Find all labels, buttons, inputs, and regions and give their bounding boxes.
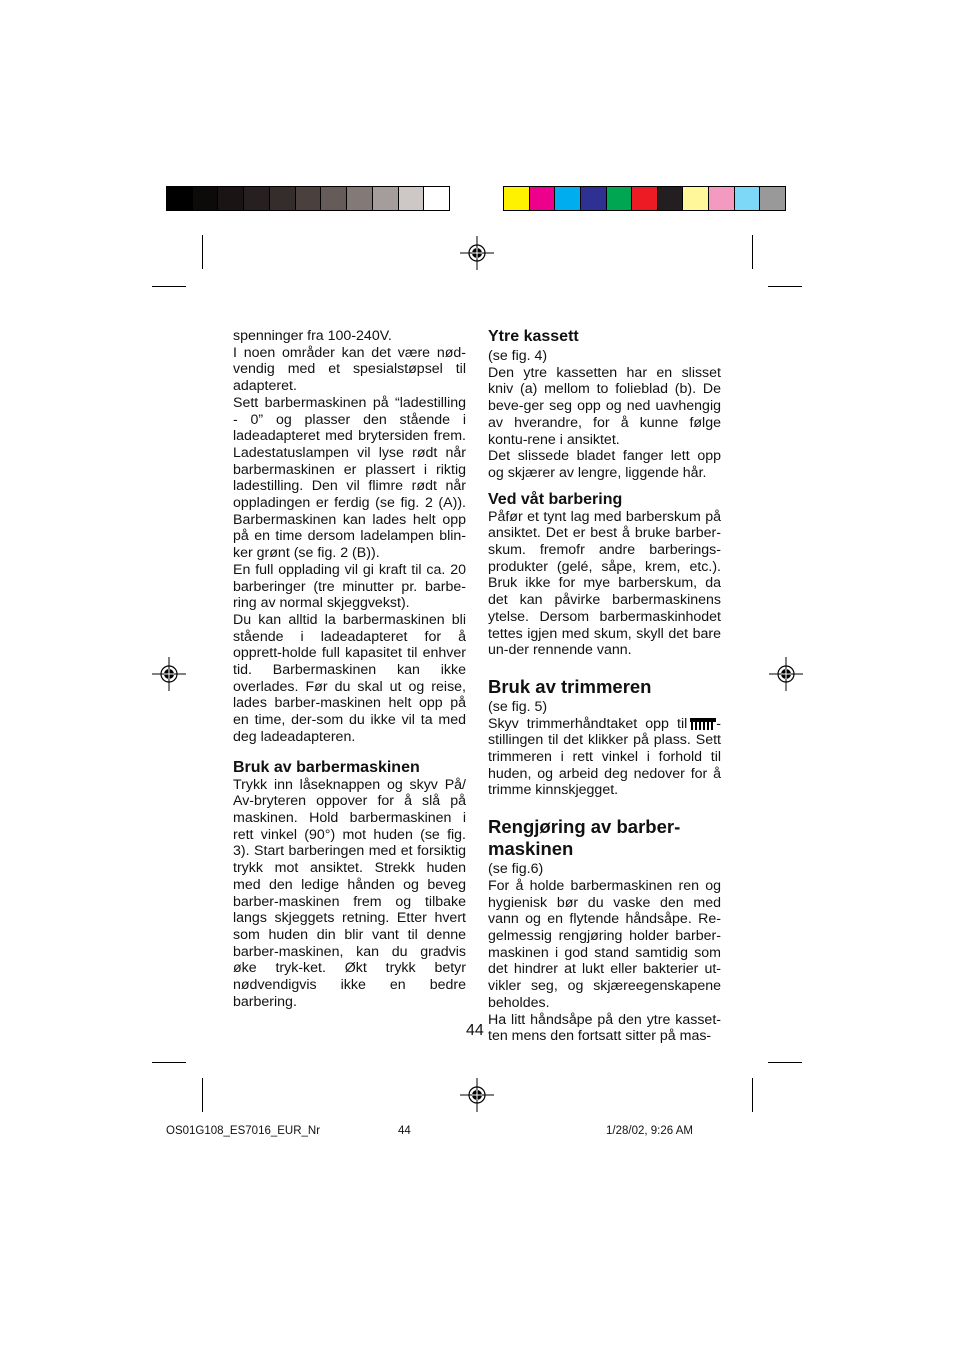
body-paragraph: Du kan alltid la barbermaskinen bli stående i ladeadapteret for å opprett-holde full kapasitet til enhver tid. Barbermaskinen kan ikke overlades. Før du skal ut og reise, lades barber-maskinen helt opp på en time, der-som du ikke vil ta med deg ladeadapteren. [233,611,466,745]
color-swatch [296,187,322,210]
section-heading-cleaning [488,816,721,860]
color-swatch [530,187,556,210]
body-paragraph: Ha litt håndsåpe på den ytre kasset-ten mens den fortsatt sitter på mas- [488,1011,721,1045]
color-swatch [347,187,373,210]
body-paragraph: Trykk inn låseknappen og skyv På/ Av-bryteren oppover for å slå på maskinen. Hold barbermaskinen i rett vinkel (90°) mot huden (se fig. 3). Start barberingen med et forsiktig trykk mot ansiktet. Strekk huden med den ledige hånden og beveg barber-maskinen frem og tilbake langs skjeggets retning. Etter hvert som huden din blir vant til denne barber-maskinen, kan du gradvis øke tryk-ket. Økt trykk betyr nødvendigvis ikke en bedre barbering. [233,776,466,1010]
color-swatch [424,187,449,210]
body-paragraph: For å holde barbermaskinen ren og hygienisk bør du vaske den med vann og en flytende håndsåpe. Re-gelmessig rengjøring holder barber-maskinen i god stand samtidig som det hindrer at lukt eller bakterier ut-vikler seg, og skjæreegenskapene beholdes. [488,877,721,1011]
trimmer-text-before: Skyv trimmerhåndtaket opp til [488,715,688,732]
crop-mark [152,1062,186,1063]
crop-mark [752,1078,753,1112]
page-number: 44 [466,1022,484,1039]
registration-mark-icon [769,657,803,691]
body-paragraph: Påfør et tynt lag med barberskum på ansiktet. Det er best å bruke barber-skum. fremofr andre barberings-produkter (gelé, såpe, krem, etc.). Bruk ikke for mye barberskum, da det kan påvirke barbermaskinens ytelse. Dersom barbermaskinhodet tettes igjen med skum, skyll det bare un-der rennende vann. [488,508,721,659]
color-swatch [193,187,219,210]
footer-page-number: 44 [398,1125,411,1137]
color-swatch [760,187,785,210]
color-swatch [581,187,607,210]
left-column [233,328,466,1010]
color-swatch [321,187,347,210]
crop-mark [202,235,203,269]
color-calibration-bar [503,186,786,211]
body-paragraph: Sett barbermaskinen på “ladestilling - 0” og plasser den stående i ladeadapteret med brytersiden frem. Ladestatuslampen vil lyse rødt når barbermaskinen er plassert i riktig ladestilling. Den vil flimre rødt når oppladingen er ferdig (se fig. 2 (A)). Barbermaskinen kan lades helt opp på en time dersom ladelampen blin-ker grønt (se fig. 2 (B)). [233,394,466,562]
body-paragraph: spenninger fra 100-240V. [233,328,392,344]
color-swatch [504,187,530,210]
registration-mark-icon [152,657,186,691]
crop-mark [768,286,802,287]
crop-mark [152,286,186,287]
crop-mark [752,235,753,269]
color-swatch [683,187,709,210]
figure-reference: (se fig.6) [488,861,544,878]
trimmer-icon [690,718,716,730]
color-swatch [555,187,581,210]
body-paragraph: Den ytre kassetten har en slisset kniv (a) mellom to folieblad (b). De beve-ger seg opp og ned uavhengig av hverandre, for å kunne følge kontu-rene i ansiktet. [488,364,721,448]
color-swatch [632,187,658,210]
color-swatch [658,187,684,210]
section-heading-use: Bruk av barbermaskinen [233,758,420,776]
color-swatch [735,187,761,210]
color-swatch [270,187,296,210]
body-paragraph: Det slissede bladet fanger lett opp og skjærer av lengre, liggende hår. [488,448,721,481]
body-paragraph: I noen områder kan det være nød-vendig med et spesialstøpsel til adapteret. [233,344,466,395]
trimmer-text-after: -stillingen til det klikker på plass. Sett trimmeren i rett vinkel i forhold til huden, og arbeid deg nedover for å trimme kinnskjegget. [488,715,721,799]
figure-reference: (se fig. 4) [488,348,548,364]
color-swatch [218,187,244,210]
registration-mark-icon [460,1078,494,1112]
heading-line: Rengjøring av barber- [488,816,681,838]
crop-mark [202,1078,203,1112]
footer-timestamp: 1/28/02, 9:26 AM [606,1125,693,1137]
body-paragraph: En full opplading vil gi kraft til ca. 20 barberinger (tre minutter pr. barbe-ring av normal skjeggvekst). [233,561,466,612]
section-heading-outer-cassette: Ytre kassett [488,328,579,345]
section-heading-trimmer: Bruk av trimmeren [488,675,652,697]
color-swatch [244,187,270,210]
footer-filename: OS01G108_ES7016_EUR_Nr [166,1125,321,1137]
section-heading-wet-shaving: Ved våt barbering [488,490,623,508]
crop-mark [768,1062,802,1063]
registration-mark-icon [460,236,494,270]
color-swatch [399,187,425,210]
grayscale-calibration-bar [166,186,450,211]
color-swatch [607,187,633,210]
figure-reference: (se fig. 5) [488,698,548,715]
body-paragraph [488,716,721,800]
color-swatch [373,187,399,210]
color-swatch [709,187,735,210]
color-swatch [167,187,193,210]
heading-line: maskinen [488,838,574,860]
right-column [488,328,721,1045]
